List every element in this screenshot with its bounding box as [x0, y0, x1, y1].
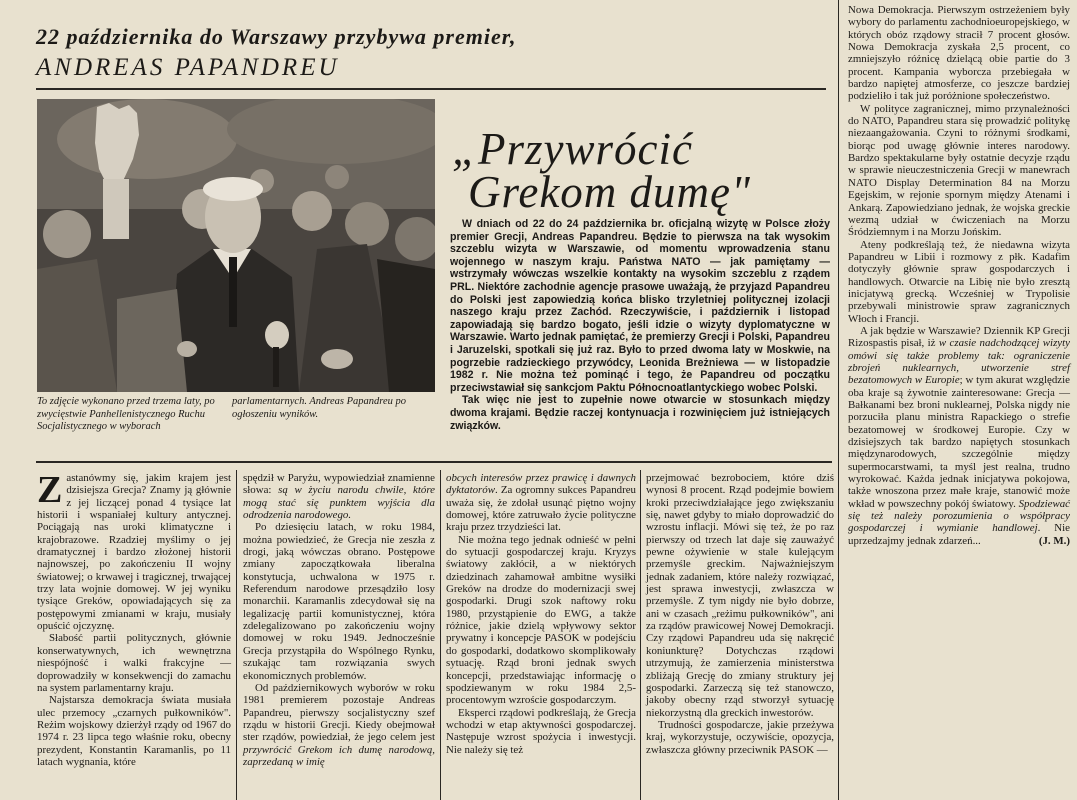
top-section-rule: [36, 461, 832, 463]
right-column-p4-quote-2: Spodziewać się też należy porozumienia o współpracy gospodarczej i wymianie handlowej: [848, 497, 1070, 535]
right-column-paragraph-3: Ateny podkreślają też, że niedawna wizyta Papandreu w Libii i rozmowy z płk. Kadafim dotyczyły głównie spraw gospodarczych i handlowych. Otwarcie na Libię nie było zresztą inicjatywą grecką. Wcześniej w Trypolisie przebywali ministrowie spraw zagranicznych Włoch i Francji.: [848, 238, 1070, 325]
photo-caption-right: parlamentarnych. Andreas Papandreu po ogłoszeniu wyników.: [232, 396, 407, 420]
body-col3-paragraph-1: [446, 472, 636, 534]
body-col2-paragraph-1: [243, 472, 435, 521]
body-col2-paragraph-2: Po dziesięciu latach, w roku 1984, można powiedzieć, że Grecja nie zeszła z drogi, jaką wówczas obrano. Postępowe zmiany zapoczątkowała liberalna konstytucja, uchwalona w 1975 r. Referendum narodowe przesądziło losy monarchii. Karamanlis zdecydował się na legalizację partii komunistycznej, która zdelegalizowano po zakończeniu wojny domowej w roku 1949. Jednocześnie Grecja przystąpiła do Wspólnego Rynku, szukając tam rozwiązania swych ekonomicznych problemów.: [243, 521, 435, 682]
right-column-paragraph-4: [848, 325, 1070, 547]
body-col1-paragraph-1: [37, 469, 231, 633]
right-column-p4-quote-1: w czasie nadchodzącej wizyty omówi się także problemy tak: ograniczenie zbrojeń nuklearnych, utworzenie stref bezatomowych w Europie: [848, 337, 1070, 387]
body-col2-p1-quote: są w życiu narodu chwile, które mogą stać się punktem wyjścia dla odrodzenia narodowego.: [243, 484, 435, 522]
header-rule: [36, 88, 826, 90]
column-divider-right: [838, 0, 839, 800]
body-column-3: [446, 472, 636, 756]
right-column-paragraph-1: Nowa Demokracja. Pierwszym ostrzeżeniem były wybory do parlamentu zachodnioeuropejskiego, w których obóz rządowy stracił 7 procent głosów. Nowa Demokracja zyskała 2,5 procent, co zmniejszyło różnicę dzielącą obie partie do 3 procent. Kampania wyborcza przebiegała w bardzo napiętej atmosferze, co jeszcze bardziej podzieliło i tak już poróżnione społeczeństwo.: [848, 4, 1070, 103]
body-col4-paragraph-1: przejmować bezrobociem, które dziś wynosi 8 procent. Rząd podejmie bowiem kroki przeciwdziałające jego zwiększaniu się, nawet gdyby to miało doprowadzić do wzrostu inflacji. Mówi się też, że po raz pierwszy od trzech lat daje się zauważyć pewne ożywienie w stale kulejącym przemyśle greckim. Najważniejszym jednak zadaniem, które należy rozwiązać, jest sprawa inwestycji, zwłaszcza w przemyśle. Z tym nigdy nie było dobrze, ani w czasach „reżimu pułkowników", ani za rządów prawicowej Nowej Demokracji. Czy rządowi Papandreu uda się nakręcić koniunkturę? Dotychczas rządowi utrzymują, że zamierzenia ministerstwa zbliżają Grecję do zmiany struktury jej gospodarki. Zarzeczą się też stanowczo, jakoby obecny rząd stworzył sytuację niekorzystną dla greckich inwestorów.: [646, 472, 834, 719]
article-kicker: 22 października do Warszawy przybywa premier,: [36, 24, 517, 49]
body-col2-p3-a: Od październikowych wyborów w roku 1981 premierem pozostaje Andreas Papandreu, pierwszy socjalistyczny szef rządu w historii Grecji. Kiedy obejmował ster rządów, powiedział, że jego celem jest: [243, 681, 435, 744]
news-photo: [37, 99, 435, 392]
body-col4-paragraph-2: Trudności gospodarcze, jakie przeżywa kraj, wykorzystuje, oczywiście, opozycja, zwłaszcza główny przeciwnik PASOK —: [646, 718, 834, 756]
body-column-4: [646, 472, 834, 756]
author-signature: (J. M.): [1038, 535, 1070, 548]
right-column-p4-c: ; w tym akurat względzie oba kraje są żywotnie zainteresowane: Grecja — Bałkanami bez broni nuklearnej, Polska nigdy nie porzuciła planu ministra Rapackiego o strefie bezatomowej w środkowej Europie. Czy w dzisiejszych tak bardzo napiętych stosunkach międzynarodowych, szczególnie między supermocarstwami, ta myśl jest realna, trudno wyrokować. Każda jednak inicjatywa pokojowa, także wnoszona przez małe kraje, stanowić może wkład w powszechny pokój światowy.: [848, 374, 1071, 510]
lead-paragraph: [450, 218, 830, 432]
right-column: [848, 4, 1070, 547]
body-column-2: [243, 472, 435, 768]
lead-paragraph-2: Tak więc nie jest to zupełnie nowe otwarcie w stosunkach między dwoma krajami. Będzie raczej kontynuacja i rozwinięciem już istniejących związków.: [450, 394, 830, 432]
body-col1-paragraph-3: Najstarsza demokracja świata musiała ulec przemocy „czarnych pułkowników". Reżim wojskowy dzierżył rządy od 1967 do 1974 r. 23 lipca tego właśnie roku, obecny prezydent, Konstantin Karamanlis, po 11 latach wygnania, które: [37, 694, 231, 768]
right-column-p4-e: . Nie uprzedzajmy jednak zdarzeń...: [848, 522, 1071, 547]
drop-cap: Z: [37, 469, 63, 511]
body-col3-p1-b: . Za ogromny sukces Papandreu uważa się, że zdołał usunąć piętno wojny domowej, które zatruwało życie polityczne kraju przez trzydzieści lat.: [446, 484, 636, 534]
headline-line-2: Grekom dumę": [468, 167, 751, 217]
column-divider-1: [236, 470, 237, 800]
photo-caption-left: To zdjęcie wykonano przed trzema laty, po zwycięstwie Panhellenistycznego Ruchu Socjalistycznego w wyborach: [37, 396, 215, 432]
right-column-paragraph-2: W polityce zagranicznej, mimo przynależności do NATO, Papandreu stara się prowadzić politykę niezaangażowania. Czyni to różnymi środkami, biorąc pod uwagę głównie interes narodowy. Bardzo spektakularne były ostatnie decyzje rządu w sprawie nieuczestniczenia Grecji w manewrach NATO Display Determination 84 na Morzu Egejskim, w rejonie spornym między Atenami i Ankarą. Zapowiedziano jednak, że wojska greckie wezmą udział w ćwiczeniach na Morzu Śródziemnym i na Morzu Jońskim.: [848, 102, 1070, 239]
body-col2-paragraph-3: [243, 682, 435, 768]
body-col2-p3-quote: przywrócić Grekom ich dumę narodową, zaprzedaną w imię: [243, 743, 435, 768]
lead-paragraph-1: W dniach od 22 do 24 października br. oficjalną wizytę w Polsce złoży premier Grecji, Andreas Papandreu. Będzie to pierwsza na tak wysokim szczeblu wizyta w Warszawie, od momentu wprowadzenia stanu wojennego w naszym kraju. Państwa NATO — jak pamiętamy — wstrzymały wówczas wszelkie kontakty na wysokim szczeblu z rządem PRL. Niektóre zachodnie agencje prasowe uważają, że przyjazd Papandreu do Polski jest zapowiedzią końca blisko trzyletniej politycznej izolacji naszego kraju przez Zachód. Rzeczywiście, i październik i listopad zapowiadają się bardzo bogato, jeśli idzie o wizyty dyplomatyczne w Warszawie. Warto jednak pamiętać, że premierzy Grecji i Polski, Papandreu i Jaruzelski, spotkali się już raz. Było to przed dwoma laty w Moskwie, na pogrzebie radzieckiego przywódcy, Leonida Breżniewa — w listopadzie 1982 r. Nie można też pominąć i tego, że Papandreu od początku przeciwstawiał się sankcjom Paktu Północnoatlantyckiego wobec Polski.: [450, 218, 830, 394]
body-col1-p1-text: astanówmy się, jakim krajem jest dzisiejsza Grecja? Znamy ją głównie z jej liczącej ponad 4 tysiące lat historii i wspaniałej kultury antycznej. Pociągają nas uroki klimatyczne i krajobrazowe. Rzadziej myślimy o jej dramatycznej i bardzo złożonej historii najnowszej, po zakończeniu II wojny światowej; o krwawej i tragicznej, trwającej trzy lata wojnie domowej. W jej wyniku tysiące Greków, opowiadających się za postępowymi zmianami w kraju, musiały opuścić ojczyznę.: [37, 472, 231, 633]
body-col3-paragraph-2: Nie można tego jednak odnieść w pełni do sytuacji gospodarczej kraju. Kryzys światowy zakłócił, a w niektórych dziedzinach zahamował ambitne wysiłki Greków na drodze do modernizacji swej gospodarki. Drugi szok naftowy roku 1980, przystąpienie do EWG, a także różnice, jakie dzielą wpływowy sektor prywatny i koncepcje PASOK w podejściu do gospodarki, dodatkowo skomplikowały sytuację. Rząd broni jednak swych koncepcji, przedstawiając informację o spodziewanym w roku 1984 2,5-procentowym wzroście gospodarczym.: [446, 533, 636, 707]
body-col3-p1-quote: obcych interesów przez prawicę i dawnych dyktatorów: [446, 472, 636, 497]
body-col3-paragraph-3: Eksperci rządowi podkreślają, że Grecja wchodzi w etap aktywności gospodarczej. Następuje wzrost spożycia i inwestycji. Nie należy się też: [446, 706, 636, 756]
column-divider-2: [440, 470, 441, 800]
body-column-1: [37, 469, 231, 768]
body-col2-p1-a: spędził w Paryżu, wypowiedział znamienne słowa:: [243, 472, 435, 497]
right-column-p4-a: A jak będzie w Warszawie? Dziennik KP Grecji Rizospastis pisał, iż: [848, 324, 1070, 350]
column-divider-3: [640, 470, 641, 800]
headline: [452, 124, 782, 217]
headline-line-1: „Przywrócić: [452, 124, 693, 174]
article-subject-name: ANDREAS PAPANDREU: [36, 54, 340, 81]
body-col1-paragraph-2: Słabość partii politycznych, głównie konserwatywnych, ich wewnętrzna niespójność i walki frakcyjne — doprowadziły w konsekwencji do zamachu na system parlamentarny kraju.: [37, 632, 231, 694]
